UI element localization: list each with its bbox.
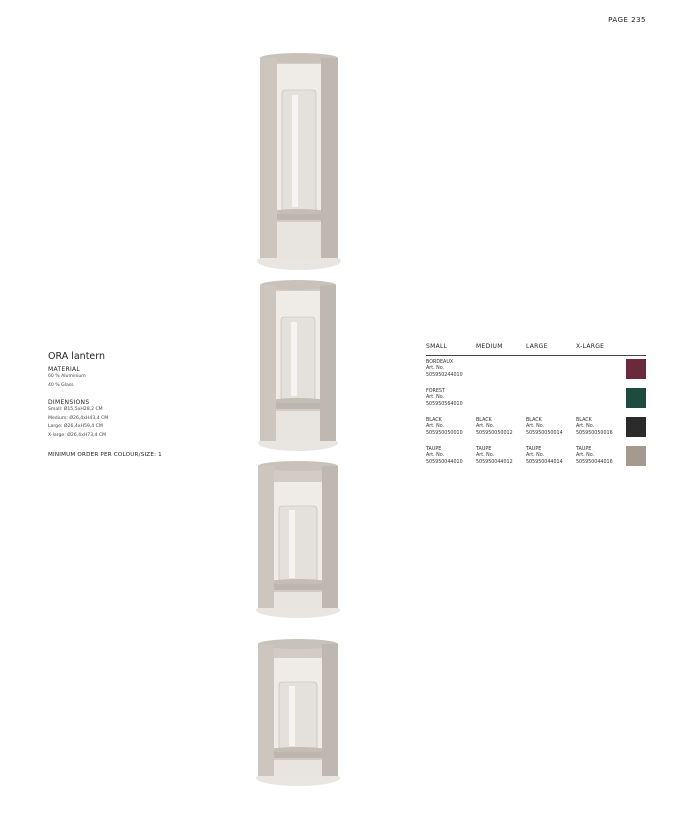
dimension-line: Medium: Ø26,4xH43,4 CM	[48, 415, 109, 421]
colour-swatch-bordeaux	[626, 359, 646, 379]
variant-cell	[426, 360, 463, 379]
variant-cell	[426, 418, 463, 437]
variant-cell	[576, 447, 613, 466]
variant-row-taupe	[426, 443, 646, 472]
colour-name: BLACK	[526, 418, 542, 423]
art-label: Art. No.	[576, 453, 595, 459]
art-label: Art. No.	[426, 366, 445, 372]
colour-swatch-taupe	[626, 446, 646, 466]
size-label-medium: MEDIUM	[476, 343, 503, 350]
variant-cell	[426, 447, 463, 466]
lantern-photo-medium	[252, 460, 344, 622]
variant-cell	[476, 418, 513, 437]
lantern-photo-xlarge	[252, 50, 346, 274]
art-number: 505950244010	[426, 372, 463, 378]
size-header	[426, 343, 646, 356]
colour-name: TAUPE	[426, 447, 442, 452]
lantern-photo-small	[252, 638, 344, 788]
colour-name: TAUPE	[526, 447, 542, 452]
art-number: 505950050012	[476, 430, 513, 436]
art-label: Art. No.	[426, 424, 445, 430]
minimum-order: MINIMUM ORDER PER COLOUR/SIZE: 1	[48, 451, 162, 458]
colour-name: TAUPE	[476, 447, 492, 452]
art-label: Art. No.	[476, 424, 495, 430]
art-number: 505950050014	[526, 430, 563, 436]
size-label-small: SMALL	[426, 343, 448, 350]
variant-cell	[476, 447, 513, 466]
art-number: 505950564010	[426, 401, 463, 407]
art-number: 505950050010	[426, 430, 463, 436]
variant-cell	[426, 389, 463, 408]
dimensions-heading: DIMENSIONS	[48, 399, 90, 407]
variant-row-forest	[426, 385, 646, 414]
material-line: 60 % Aluminium	[48, 374, 86, 379]
art-label: Art. No.	[526, 424, 545, 430]
art-label: Art. No.	[476, 453, 495, 459]
material-line: 40 % Glass	[48, 382, 74, 388]
dimension-line: Large: Ø26,4xH59,4 CM	[48, 424, 103, 430]
dimension-line: Small: Ø15,5xH28,2 CM	[48, 407, 103, 413]
colour-swatch-forest	[626, 388, 646, 408]
colour-name: BLACK	[426, 418, 442, 423]
variants-table	[426, 343, 646, 472]
colour-name: TAUPE	[576, 447, 592, 452]
art-number: 505950044010	[426, 459, 463, 465]
art-label: Art. No.	[526, 453, 545, 459]
art-number: 505950044012	[476, 459, 513, 465]
lantern-photo-large	[254, 279, 342, 455]
colour-name: BLACK	[576, 418, 592, 423]
art-number: 505950044014	[526, 459, 563, 465]
art-label: Art. No.	[426, 453, 445, 459]
variant-row-bordeaux	[426, 356, 646, 385]
product-info	[48, 351, 238, 458]
dimension-line: X-large: Ø26,4xH73,4 CM	[48, 432, 107, 438]
size-label-large: LARGE	[526, 343, 548, 350]
variant-cell	[576, 418, 613, 437]
variant-cell	[526, 447, 563, 466]
page-number: PAGE 235	[608, 16, 646, 24]
colour-swatch-black	[626, 417, 646, 437]
colour-name: BLACK	[476, 418, 492, 423]
art-number: 505950050016	[576, 430, 613, 436]
variant-cell	[526, 418, 563, 437]
variant-row-black	[426, 414, 646, 443]
material-heading: MATERIAL	[48, 366, 81, 373]
colour-name: BORDEAUX	[426, 360, 454, 365]
art-number: 505950044016	[576, 459, 613, 465]
art-label: Art. No.	[426, 395, 445, 401]
art-label: Art. No.	[576, 424, 595, 430]
product-title: ORA lantern	[48, 351, 106, 362]
size-label-xlarge: X-LARGE	[576, 343, 605, 350]
colour-name: FOREST	[426, 389, 445, 394]
